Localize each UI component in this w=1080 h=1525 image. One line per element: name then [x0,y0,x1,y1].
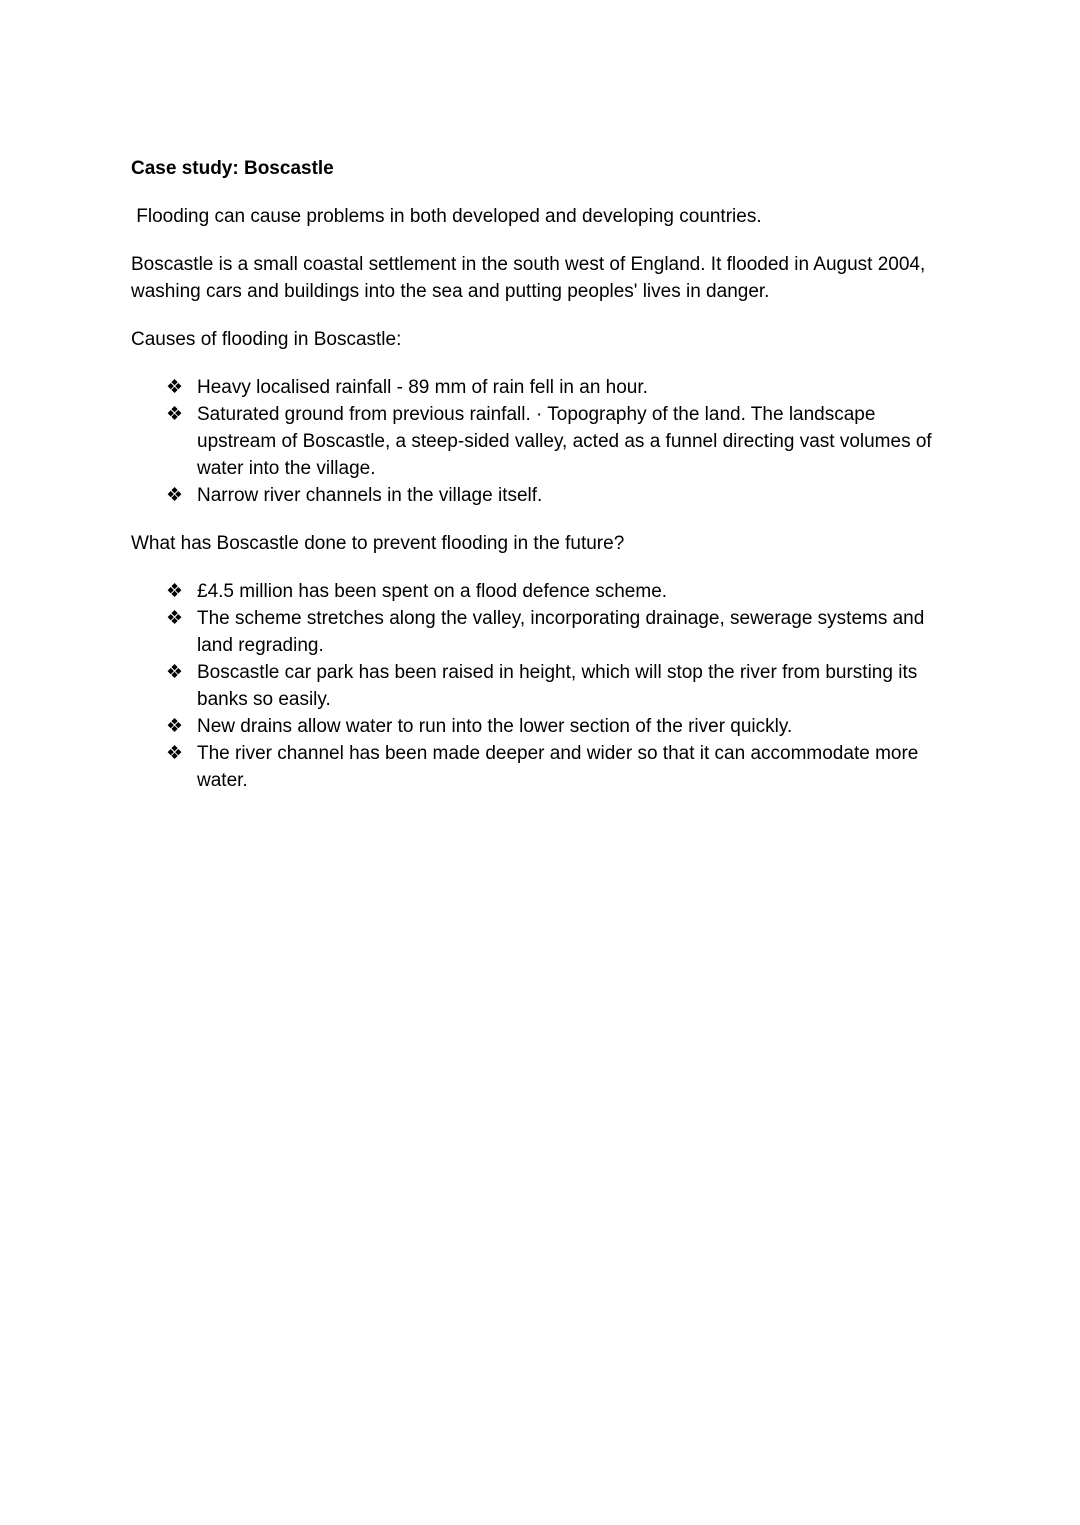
list-item-text: Boscastle car park has been raised in height, which will stop the river from bursting its banks so easily. [197,662,923,710]
causes-list [131,374,946,509]
diamond-bullet-icon: ❖ [166,581,184,602]
diamond-bullet-icon: ❖ [166,662,184,683]
list-item [131,401,946,482]
list-item [131,740,946,794]
list-item-text: Heavy localised rainfall - 89 mm of rain fell in an hour. [197,377,648,398]
list-item-text: Saturated ground from previous rainfall. · Topography of the land. The landscape upstream of Boscastle, a steep-sided valley, acted as a funnel directing vast volumes of water into the village. [197,404,937,479]
list-item-text: £4.5 million has been spent on a flood defence scheme. [197,581,668,602]
diamond-bullet-icon: ❖ [166,716,184,737]
list-item-text: The river channel has been made deeper and wider so that it can accommodate more water. [197,743,924,791]
diamond-bullet-icon: ❖ [166,377,184,398]
page-title: Case study: Boscastle [131,158,334,179]
diamond-bullet-icon: ❖ [166,743,184,764]
causes-heading: Causes of flooding in Boscastle: [131,329,402,350]
list-item [131,605,946,659]
list-item-text: The scheme stretches along the valley, incorporating drainage, sewerage systems and land regrading. [197,608,930,656]
list-item [131,482,946,509]
diamond-bullet-icon: ❖ [166,608,184,629]
list-item-text: New drains allow water to run into the lower section of the river quickly. [197,716,793,737]
preventions-list [131,578,946,794]
list-item-text: Narrow river channels in the village itself. [197,485,543,506]
list-item [131,578,946,605]
diamond-bullet-icon: ❖ [166,404,184,425]
diamond-bullet-icon: ❖ [166,485,184,506]
description-paragraph: Boscastle is a small coastal settlement in the south west of England. It flooded in August 2004, washing cars and buildings into the sea and putting peoples' lives in danger. [131,254,931,302]
list-item [131,374,946,401]
list-item [131,659,946,713]
prevention-heading: What has Boscastle done to prevent flooding in the future? [131,533,625,554]
intro-paragraph: Flooding can cause problems in both developed and developing countries. [131,206,762,227]
list-item [131,713,946,740]
